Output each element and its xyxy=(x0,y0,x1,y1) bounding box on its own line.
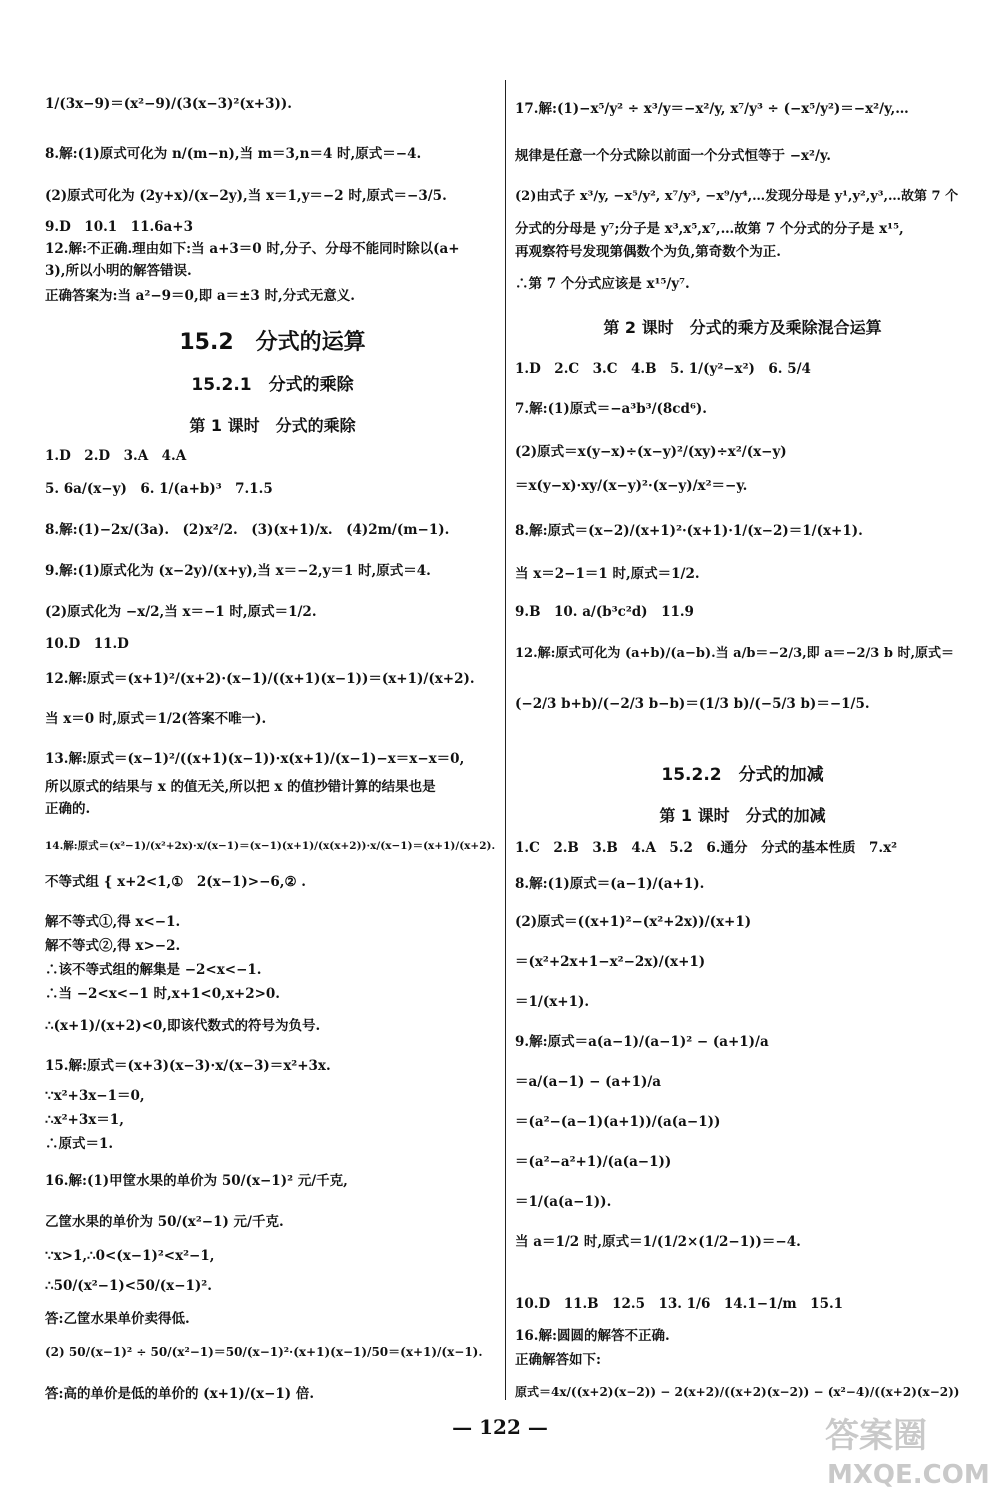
answer-line: 答:乙筐水果单价卖得低. xyxy=(45,1311,190,1327)
answer-line: 3),所以小明的解答错误. xyxy=(45,263,192,279)
section-heading: 15.2.2 分式的加减 xyxy=(661,765,824,785)
answer-line: 15.解:原式＝(x+3)(x−3)·x/(x−3)＝x²+3x. xyxy=(45,1058,331,1074)
answer-line: (2)原式＝x(y−x)÷(x−y)²/(xy)÷x²/(x−y) xyxy=(515,444,787,460)
answer-line: ＝(a²−(a−1)(a+1))/(a(a−1)) xyxy=(515,1114,721,1130)
section-heading: 第 2 课时 分式的乘方及乘除混合运算 xyxy=(603,318,882,337)
answer-line: ∴当 −2<x<−1 时,x+1<0,x+2>0. xyxy=(45,986,280,1002)
answer-line: 16.解:圆圆的解答不正确. xyxy=(515,1328,670,1344)
answer-line: 当 x＝2−1＝1 时,原式＝1/2. xyxy=(515,566,700,582)
answer-line: (2) 50/(x−1)² ÷ 50/(x²−1)＝50/(x−1)²·(x+1)(x−1)/50＝(x+1)/(x−1). xyxy=(45,1345,483,1359)
answer-line: (2)由式子 x³/y, −x⁵/y², x⁷/y³, −x⁹/y⁴,…发现分母是 y¹,y²,y³,…故第 7 个 xyxy=(515,189,959,204)
watermark-line2: MXQE.COM xyxy=(827,1460,990,1490)
answer-line: ∴该不等式组的解集是 −2<x<−1. xyxy=(45,962,262,978)
page-number: — 122 — xyxy=(452,1415,548,1439)
answer-line: ＝1/(x+1). xyxy=(515,994,590,1010)
answer-line: 5. 6a/(x−y) 6. 1/(a+b)³ 7.1.5 xyxy=(45,481,273,497)
answer-line: 解不等式②,得 x>−2. xyxy=(45,938,181,954)
answer-line: (2)原式可化为 (2y+x)/(x−2y),当 x＝1,y＝−2 时,原式＝−3/5. xyxy=(45,188,447,204)
answer-line: 12.解:原式可化为 (a+b)/(a−b).当 a/b＝−2/3,即 a＝−2/3 b 时,原式＝ xyxy=(515,646,955,661)
answer-line: 9.解:原式＝a(a−1)/(a−1)² − (a+1)/a xyxy=(515,1034,769,1050)
answer-line: ∵x²+3x−1＝0, xyxy=(45,1088,145,1104)
answer-line: ∴第 7 个分式应该是 x¹⁵/y⁷. xyxy=(515,276,690,292)
answer-line: 分式的分母是 y⁷;分子是 x³,x⁵,x⁷,…故第 7 个分式的分子是 x¹⁵, xyxy=(515,221,904,237)
answer-line: 当 x＝0 时,原式＝1/2(答案不唯一). xyxy=(45,711,267,727)
answer-line: (2)原式＝((x+1)²−(x²+2x))/(x+1) xyxy=(515,914,752,930)
answer-line: (2)原式化为 −x/2,当 x＝−1 时,原式＝1/2. xyxy=(45,604,317,620)
answer-line: ∵x>1,∴0<(x−1)²<x²−1, xyxy=(45,1248,215,1264)
answer-line: 7.解:(1)原式＝−a³b³/(8cd⁶). xyxy=(515,401,707,417)
section-heading: 第 1 课时 分式的加减 xyxy=(659,806,826,825)
answer-line: 正确答案为:当 a²−9＝0,即 a＝±3 时,分式无意义. xyxy=(45,288,355,304)
watermark-line1: 答案圈 xyxy=(825,1416,927,1456)
answer-line: 1/(3x−9)＝(x²−9)/(3(x−3)²(x+3)). xyxy=(45,96,292,112)
answer-line: 不等式组 { x+2<1,① 2(x−1)>−6,② . xyxy=(45,874,306,890)
answer-line: 10.D 11.D xyxy=(45,636,129,652)
answer-line: 9.解:(1)原式化为 (x−2y)/(x+y),当 x＝−2,y＝1 时,原式＝4. xyxy=(45,563,431,579)
answer-line: 再观察符号发现第偶数个为负,第奇数个为正. xyxy=(515,244,781,260)
section-heading: 15.2 分式的运算 xyxy=(179,330,366,355)
answer-line: ∴原式＝1. xyxy=(45,1136,114,1152)
answer-line: ＝1/(a(a−1)). xyxy=(515,1194,612,1210)
answer-line: 乙筐水果的单价为 50/(x²−1) 元/千克. xyxy=(45,1214,284,1230)
column-divider xyxy=(505,80,506,1400)
answer-line: 当 a＝1/2 时,原式＝1/(1/2×(1/2−1))＝−4. xyxy=(515,1234,801,1250)
answer-line: ＝(a²−a²+1)/(a(a−1)) xyxy=(515,1154,672,1170)
answer-line: 16.解:(1)甲筐水果的单价为 50/(x−1)² 元/千克, xyxy=(45,1173,348,1189)
answer-line: 答:高的单价是低的单价的 (x+1)/(x−1) 倍. xyxy=(45,1386,315,1402)
answer-line: 1.D 2.D 3.A 4.A xyxy=(45,448,187,464)
answer-line: 14.解:原式＝(x²−1)/(x²+2x)·x/(x−1)＝(x−1)(x+1)/(x(x+2))·x/(x−1)＝(x+1)/(x+2). xyxy=(45,840,496,852)
answer-line: 13.解:原式＝(x−1)²/((x+1)(x−1))·x(x+1)/(x−1)−x＝x−x＝0, xyxy=(45,751,465,767)
answer-line: 17.解:(1)−x⁵/y² ÷ x³/y＝−x²/y, x⁷/y³ ÷ (−x⁵/y²)＝−x²/y,… xyxy=(515,101,909,117)
answer-line: ∴(x+1)/(x+2)<0,即该代数式的符号为负号. xyxy=(45,1018,321,1034)
section-heading: 15.2.1 分式的乘除 xyxy=(191,375,354,395)
answer-line: 1.C 2.B 3.B 4.A 5.2 6.通分 分式的基本性质 7.x² xyxy=(515,840,898,856)
answer-line: 正确的. xyxy=(45,801,91,817)
answer-line: (−2/3 b+b)/(−2/3 b−b)＝(1/3 b)/(−5/3 b)＝−1/5. xyxy=(515,696,870,712)
answer-line: 10.D 11.B 12.5 13. 1/6 14.1−1/m 15.1 xyxy=(515,1296,844,1312)
answer-line: 规律是任意一个分式除以前面一个分式恒等于 −x²/y. xyxy=(515,148,831,164)
answer-line: 9.B 10. a/(b³c²d) 11.9 xyxy=(515,604,694,620)
answer-line: 解不等式①,得 x<−1. xyxy=(45,914,181,930)
answer-line: 8.解:(1)−2x/(3a). (2)x²/2. (3)(x+1)/x. (4)2m/(m−1). xyxy=(45,522,450,538)
answer-line: ＝a/(a−1) − (a+1)/a xyxy=(515,1074,662,1090)
answer-line: 9.D 10.1 11.6a+3 xyxy=(45,219,194,235)
watermark-logo xyxy=(815,1405,990,1490)
answer-line: 8.解:原式＝(x−2)/(x+1)²·(x+1)·1/(x−2)＝1/(x+1). xyxy=(515,523,863,539)
answer-line: 12.解:原式＝(x+1)²/(x+2)·(x−1)/((x+1)(x−1))＝(x+1)/(x+2). xyxy=(45,671,475,687)
answer-line: ＝x(y−x)·xy/(x−y)²·(x−y)/x²＝−y. xyxy=(515,478,748,494)
answer-line: ∴50/(x²−1)<50/(x−1)². xyxy=(45,1278,212,1294)
answer-line: 8.解:(1)原式可化为 n/(m−n),当 m＝3,n＝4 时,原式＝−4. xyxy=(45,146,422,162)
answer-line: ＝(x²+2x+1−x²−2x)/(x+1) xyxy=(515,954,706,970)
section-heading: 第 1 课时 分式的乘除 xyxy=(189,416,356,435)
answer-line: 所以原式的结果与 x 的值无关,所以把 x 的值抄错计算的结果也是 xyxy=(45,779,436,795)
answer-line: 8.解:(1)原式＝(a−1)/(a+1). xyxy=(515,876,705,892)
answer-line: 12.解:不正确.理由如下:当 a+3＝0 时,分子、分母不能同时除以(a+ xyxy=(45,241,460,257)
answer-line: 1.D 2.C 3.C 4.B 5. 1/(y²−x²) 6. 5/4 xyxy=(515,361,811,377)
answer-line: ∴x²+3x＝1, xyxy=(45,1112,124,1128)
answer-line: 正确解答如下: xyxy=(515,1352,601,1368)
answer-line: 原式＝4x/((x+2)(x−2)) − 2(x+2)/((x+2)(x−2)) − (x²−4)/((x+2)(x−2)) xyxy=(515,1385,960,1399)
